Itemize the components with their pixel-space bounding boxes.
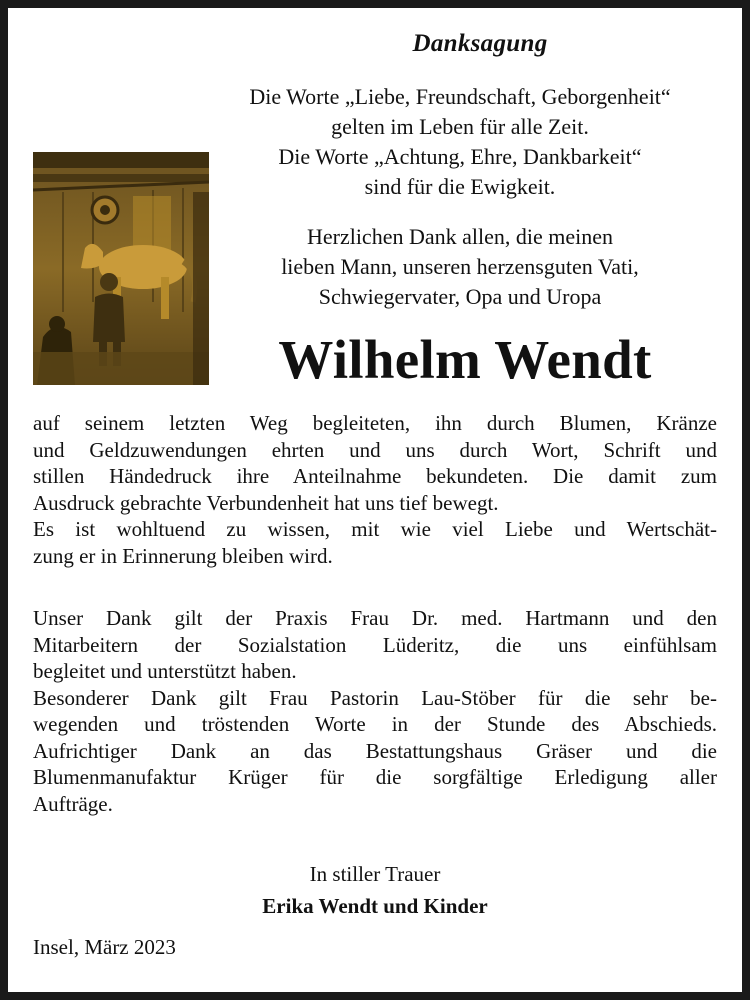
intro-line: lieben Mann, unseren herzensguten Vati,: [281, 254, 639, 279]
text-line: Unser Dank gilt der Praxis Frau Dr. med. Hartmann und den: [33, 606, 717, 630]
text-line: stillen Händedruck ihre Anteilnahme bekundeten. Die damit zum: [33, 464, 717, 488]
text-line: Blumenmanufaktur Krüger für die sorgfältige Erledigung aller: [33, 765, 717, 789]
signature-closing: In stiller Trauer: [309, 862, 441, 886]
text-line: wegenden und tröstenden Worte in der Stunde des Abschieds.: [33, 712, 717, 736]
text-line: begleitet und unterstützt haben.: [33, 659, 297, 683]
poem: [200, 82, 720, 202]
thanks-intro: [210, 222, 710, 312]
text-line: Aufrichtiger Dank an das Bestattungshaus Gräser und die: [33, 738, 717, 763]
text-line: auf seinem letzten Weg begleiteten, ihn durch Blumen, Kränze: [33, 411, 717, 435]
text-line: und Geldzuwendungen ehrten und uns durch Wort, Schrift und: [33, 437, 717, 462]
poem-line: gelten im Leben für alle Zeit.: [331, 114, 589, 139]
text-line: zung er in Erinnerung bleiben wird.: [33, 543, 333, 568]
text-line: Mitarbeitern der Sozialstation Lüderitz, die uns einfühlsam: [33, 632, 717, 657]
paragraph-acknowledgements: [33, 605, 717, 817]
signature-signer: Erika Wendt und Kinder: [262, 894, 488, 918]
intro-line: Herzlichen Dank allen, die meinen: [306, 224, 614, 249]
intro-line: Schwiegervater, Opa und Uropa: [318, 284, 602, 309]
text-line: Aufträge.: [33, 791, 113, 816]
poem-line: Die Worte „Liebe, Freundschaft, Geborgenheit“: [249, 84, 671, 109]
deceased-name: Wilhelm Wendt: [278, 329, 652, 390]
poem-line: Die Worte „Achtung, Ehre, Dankbarkeit“: [278, 144, 642, 169]
memorial-image: [33, 152, 209, 385]
signature-block: [180, 858, 570, 922]
notice-title: Danksagung: [412, 30, 548, 57]
text-line: Es ist wohltuend zu wissen, mit wie viel Liebe und Wertschät-: [33, 517, 717, 541]
place-date: Insel, März 2023: [33, 935, 176, 959]
poem-line: sind für die Ewigkeit.: [364, 174, 556, 199]
text-line: Ausdruck gebrachte Verbundenheit hat uns tief bewegt.: [33, 490, 499, 515]
text-line: Besonderer Dank gilt Frau Pastorin Lau-Stöber für die sehr be-: [33, 685, 717, 710]
paragraph-gratitude: [33, 410, 717, 569]
